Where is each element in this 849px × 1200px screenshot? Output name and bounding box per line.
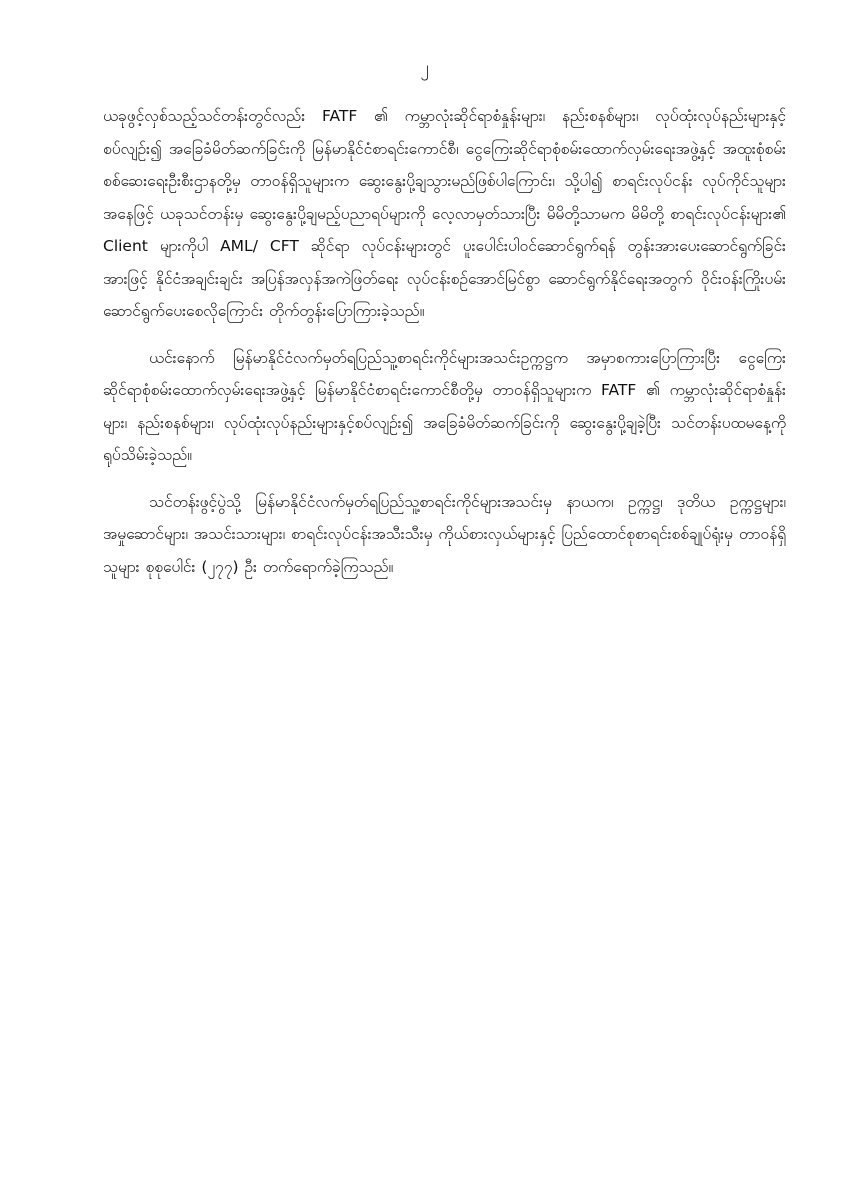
- paragraph-1: ယခုဖွင့်လှစ်သည့်သင်တန်းတွင်လည်း FATF ၏ ကမ္ဘာလုံးဆိုင်ရာစံနှုန်းများ၊ နည်းစနစ်များ၊ လုပ်ထုံးလုပ်နည်းများနှင့်စပ်လျဉ်း၍ အခြေခံမိတ်ဆက်ခြင်းကို မြန်မာနိုင်ငံစာရင်းကောင်စီ၊ ငွေကြေးဆိုင်ရာစုံစမ်းထောက်လှမ်းရေးအဖွဲ့နှင့် အထူးစုံစမ်းစစ်ဆေးရေးဦးစီးဌာနတို့မှ တာဝန်ရှိသူများက ဆွေးနွေးပို့ချသွားမည်ဖြစ်ပါကြောင်း၊ သို့ပါ၍ စာရင်းလုပ်ငန်း လုပ်ကိုင်သူများအနေဖြင့် ယခုသင်တန်းမှ ဆွေးနွေးပို့ချမည့်ပညာရပ်များကို လေ့လာမှတ်သားပြီး မိမိတို့သာမက မိမိတို့ စာရင်းလုပ်ငန်းများ၏ Client များကိုပါ AML/ CFT ဆိုင်ရာ လုပ်ငန်းများတွင် ပူးပေါင်းပါဝင်ဆောင်ရွက်ရန် တွန်းအားပေးဆောင်ရွက်ခြင်းအားဖြင့် နိုင်ငံအချင်းချင်း အပြန်အလှန်အကဲဖြတ်ရေး လုပ်ငန်းစဉ်အောင်မြင်စွာ ဆောင်ရွက်နိုင်ရေးအတွက် ဝိုင်းဝန်းကြိုးပမ်းဆောင်ရွက်ပေးစေလိုကြောင်း တိုက်တွန်းပြောကြားခဲ့သည်။: [103, 107, 786, 320]
- paragraph-3: သင်တန်းဖွင့်ပွဲသို့ မြန်မာနိုင်ငံလက်မှတ်ရပြည်သူ့စာရင်းကိုင်များအသင်းမှ နာယက၊ ဥက္ကဋ္ဌ၊ ဒုတိယ ဥက္ကဋ္ဌများ၊ အမှုဆောင်များ၊ အသင်းသားများ၊ စာရင်းလုပ်ငန်းအသီးသီးမှ ကိုယ်စားလှယ်များနှင့် ပြည်ထောင်စုစာရင်းစစ်ချုပ်ရုံးမှ တာဝန်ရှိသူများ စုစုပေါင်း (၂၇၇) ဦး တက်ရောက်ခဲ့ကြသည်။: [103, 492, 786, 576]
- paragraph-2: ယင်းနောက် မြန်မာနိုင်ငံလက်မှတ်ရပြည်သူ့စာရင်းကိုင်များအသင်းဥက္ကဋ္ဌက အမှာစကားပြောကြားပြီး ငွေကြေးဆိုင်ရာစုံစမ်းထောက်လှမ်းရေးအဖွဲ့နှင့် မြန်မာနိုင်ငံစာရင်းကောင်စီတို့မှ တာဝန်ရှိသူများက FATF ၏ ကမ္ဘာလုံးဆိုင်ရာစံနှုန်းများ၊ နည်းစနစ်များ၊ လုပ်ထုံးလုပ်နည်းများနှင့်စပ်လျဉ်း၍ အခြေခံမိတ်ဆက်ခြင်းကို ဆွေးနွေးပို့ချခဲ့ပြီး သင်တန်းပထမနေ့ကို ရုပ်သိမ်းခဲ့သည်။: [103, 348, 786, 464]
- page-number: ၂: [420, 58, 429, 78]
- body-text: [103, 100, 786, 597]
